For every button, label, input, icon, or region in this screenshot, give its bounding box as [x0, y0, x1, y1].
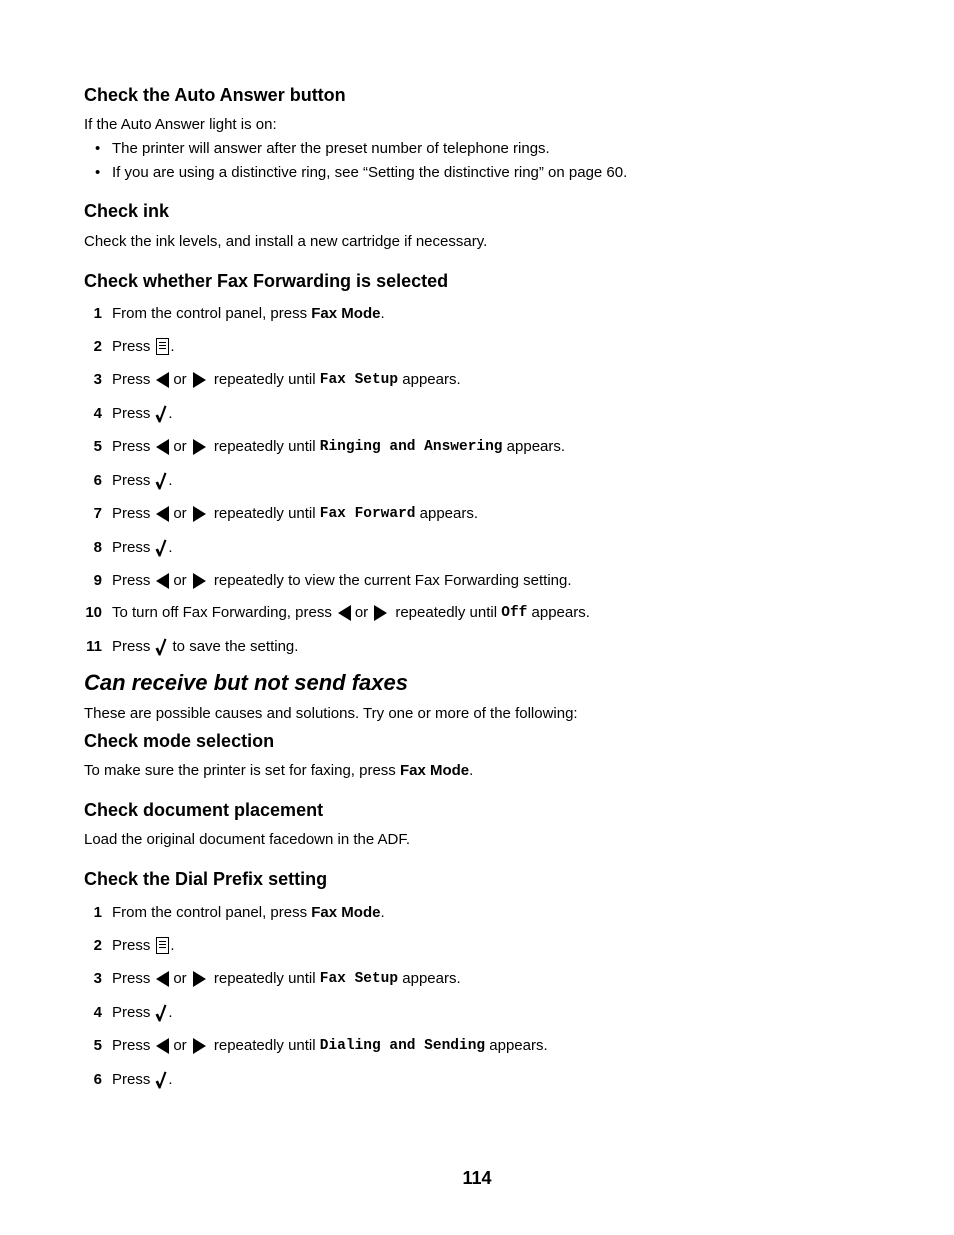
bullet-item: If you are using a distinctive ring, see “Setting the distinctive ring” on page 60.	[112, 164, 628, 181]
step-text	[112, 1003, 173, 1022]
step-text	[112, 571, 572, 590]
step-text-post: appears.	[398, 371, 461, 388]
step-text-pre: Press	[112, 970, 151, 987]
step-text-bold: Fax Mode	[311, 904, 381, 921]
step-text-pre: Press	[112, 1004, 151, 1021]
step-text	[112, 304, 385, 323]
left-arrow-icon	[338, 605, 351, 621]
right-arrow-icon	[193, 439, 206, 455]
step-number: 11	[86, 638, 102, 655]
step-text-pre: From the control panel, press	[112, 904, 312, 921]
left-arrow-icon	[156, 506, 169, 522]
right-arrow-icon	[193, 1038, 206, 1054]
step-number: 3	[93, 970, 102, 987]
step-text-pre: Press	[112, 1037, 151, 1054]
mode-selection-pre: To make sure the printer is set for faxing, press	[84, 762, 400, 779]
step-text-code: Fax Setup	[319, 970, 399, 987]
step-text-pre: Press	[112, 472, 151, 489]
step-number: 6	[93, 1071, 102, 1088]
step-text	[112, 1036, 548, 1055]
step-text	[112, 404, 173, 423]
step-text	[112, 637, 298, 656]
checkmark-select-icon	[155, 638, 167, 656]
step-number: 5	[93, 1037, 102, 1054]
menu-button-icon	[156, 338, 169, 355]
step-text-post: .	[380, 305, 385, 322]
step-number: 6	[93, 472, 102, 489]
heading-check-ink: Check ink	[84, 201, 170, 221]
bullet-marker: •	[95, 164, 101, 181]
checkmark-select-icon	[155, 472, 167, 490]
step-text-pre: Press	[112, 638, 151, 655]
step-text	[112, 471, 173, 490]
step-text-pre: Press	[112, 572, 151, 589]
step-text-pre: Press	[112, 539, 151, 556]
step-text-mid: repeatedly until	[209, 1037, 320, 1054]
heading-fax-forwarding: Check whether Fax Forwarding is selected	[84, 271, 449, 291]
step-text	[112, 603, 590, 622]
step-text-mid: repeatedly to view the current Fax Forwarding setting.	[209, 572, 572, 589]
step-text-post: .	[168, 539, 173, 556]
document-placement-text: Load the original document facedown in the ADF.	[84, 831, 411, 848]
step-text-code: Fax Forward	[319, 505, 416, 522]
checkmark-select-icon	[155, 1004, 167, 1022]
step-text-post: appears.	[398, 970, 461, 987]
step-text-post: appears.	[415, 505, 479, 522]
right-arrow-icon	[193, 372, 206, 388]
bullet-marker: •	[95, 140, 101, 157]
step-text-post: .	[170, 937, 175, 954]
step-text-or: or	[173, 505, 187, 522]
step-number: 3	[93, 371, 102, 388]
cannot-send-intro: These are possible causes and solutions. Try one or more of the following:	[84, 705, 578, 722]
step-text-mid: repeatedly until	[209, 505, 320, 522]
step-text-pre: Press	[112, 505, 151, 522]
checkmark-select-icon	[155, 539, 167, 557]
step-number: 9	[93, 572, 102, 589]
step-number: 4	[93, 1004, 102, 1021]
heading-document-placement: Check document placement	[84, 800, 324, 820]
step-text-mid: repeatedly until	[209, 970, 320, 987]
step-text-pre: From the control panel, press	[112, 305, 312, 322]
step-text-pre: Press	[112, 405, 151, 422]
heading-mode-selection: Check mode selection	[84, 731, 275, 751]
mode-selection-text	[84, 762, 473, 779]
step-text	[112, 437, 565, 456]
left-arrow-icon	[156, 573, 169, 589]
step-number: 2	[93, 937, 102, 954]
step-text-pre: Press	[112, 438, 151, 455]
left-arrow-icon	[156, 439, 169, 455]
mode-selection-bold: Fax Mode	[399, 762, 470, 779]
right-arrow-icon	[193, 971, 206, 987]
checkmark-select-icon	[155, 405, 167, 423]
step-text-post: .	[168, 1071, 173, 1088]
left-arrow-icon	[156, 1038, 169, 1054]
step-text-post: .	[170, 338, 175, 355]
step-text-mid: repeatedly until	[209, 438, 320, 455]
step-text-mid: repeatedly until	[209, 371, 320, 388]
step-text-or: or	[173, 572, 187, 589]
right-arrow-icon	[193, 506, 206, 522]
step-number: 4	[93, 405, 102, 422]
step-text-or: or	[173, 438, 187, 455]
left-arrow-icon	[156, 971, 169, 987]
step-text-pre: Press	[112, 1071, 151, 1088]
step-text-pre: To turn off Fax Forwarding, press	[112, 604, 332, 621]
check-ink-text: Check the ink levels, and install a new cartridge if necessary.	[84, 233, 488, 250]
step-text-post: .	[380, 904, 385, 921]
step-text-post: appears.	[527, 604, 590, 621]
menu-button-icon	[156, 937, 169, 954]
step-text	[112, 936, 175, 955]
step-text-or: or	[354, 604, 369, 621]
step-text-code: Dialing and Sending	[319, 1037, 486, 1054]
step-text-code: Off	[501, 604, 528, 621]
step-text-post: appears.	[502, 438, 566, 455]
step-text	[112, 903, 385, 922]
right-arrow-icon	[193, 573, 206, 589]
step-text-post: .	[168, 1004, 173, 1021]
step-text-post: .	[168, 405, 173, 422]
step-number: 5	[93, 438, 102, 455]
step-number: 1	[93, 305, 102, 322]
step-number: 10	[85, 604, 102, 621]
step-text-pre: Press	[112, 371, 151, 388]
page-number: 114	[462, 1168, 492, 1188]
step-text	[112, 1070, 173, 1089]
checkmark-select-icon	[155, 1071, 167, 1089]
step-text-post: to save the setting.	[168, 638, 299, 655]
mode-selection-post: .	[469, 762, 474, 779]
heading-dial-prefix: Check the Dial Prefix setting	[84, 869, 328, 889]
step-text-or: or	[173, 970, 187, 987]
step-text	[112, 337, 175, 356]
section-title-cannot-send: Can receive but not send faxes	[84, 670, 408, 695]
step-text	[112, 538, 173, 557]
right-arrow-icon	[374, 605, 387, 621]
auto-answer-intro: If the Auto Answer light is on:	[84, 116, 277, 133]
left-arrow-icon	[156, 372, 169, 388]
step-number: 2	[93, 338, 102, 355]
step-text-post: appears.	[485, 1037, 548, 1054]
step-number: 7	[93, 505, 102, 522]
bullet-item: The printer will answer after the preset number of telephone rings.	[112, 140, 550, 157]
step-number: 1	[93, 904, 102, 921]
step-text-or: or	[173, 371, 187, 388]
step-text-post: .	[168, 472, 173, 489]
step-text-pre: Press	[112, 338, 151, 355]
step-text-code: Ringing and Answering	[319, 438, 503, 455]
step-text	[112, 504, 478, 523]
step-text-mid: repeatedly until	[391, 604, 502, 621]
step-text	[112, 370, 461, 389]
step-text-code: Fax Setup	[319, 371, 399, 388]
step-text-bold: Fax Mode	[311, 305, 381, 322]
step-text-or: or	[173, 1037, 187, 1054]
step-text-pre: Press	[112, 937, 151, 954]
step-number: 8	[93, 539, 102, 556]
step-text	[112, 969, 461, 988]
heading-auto-answer: Check the Auto Answer button	[84, 85, 346, 105]
